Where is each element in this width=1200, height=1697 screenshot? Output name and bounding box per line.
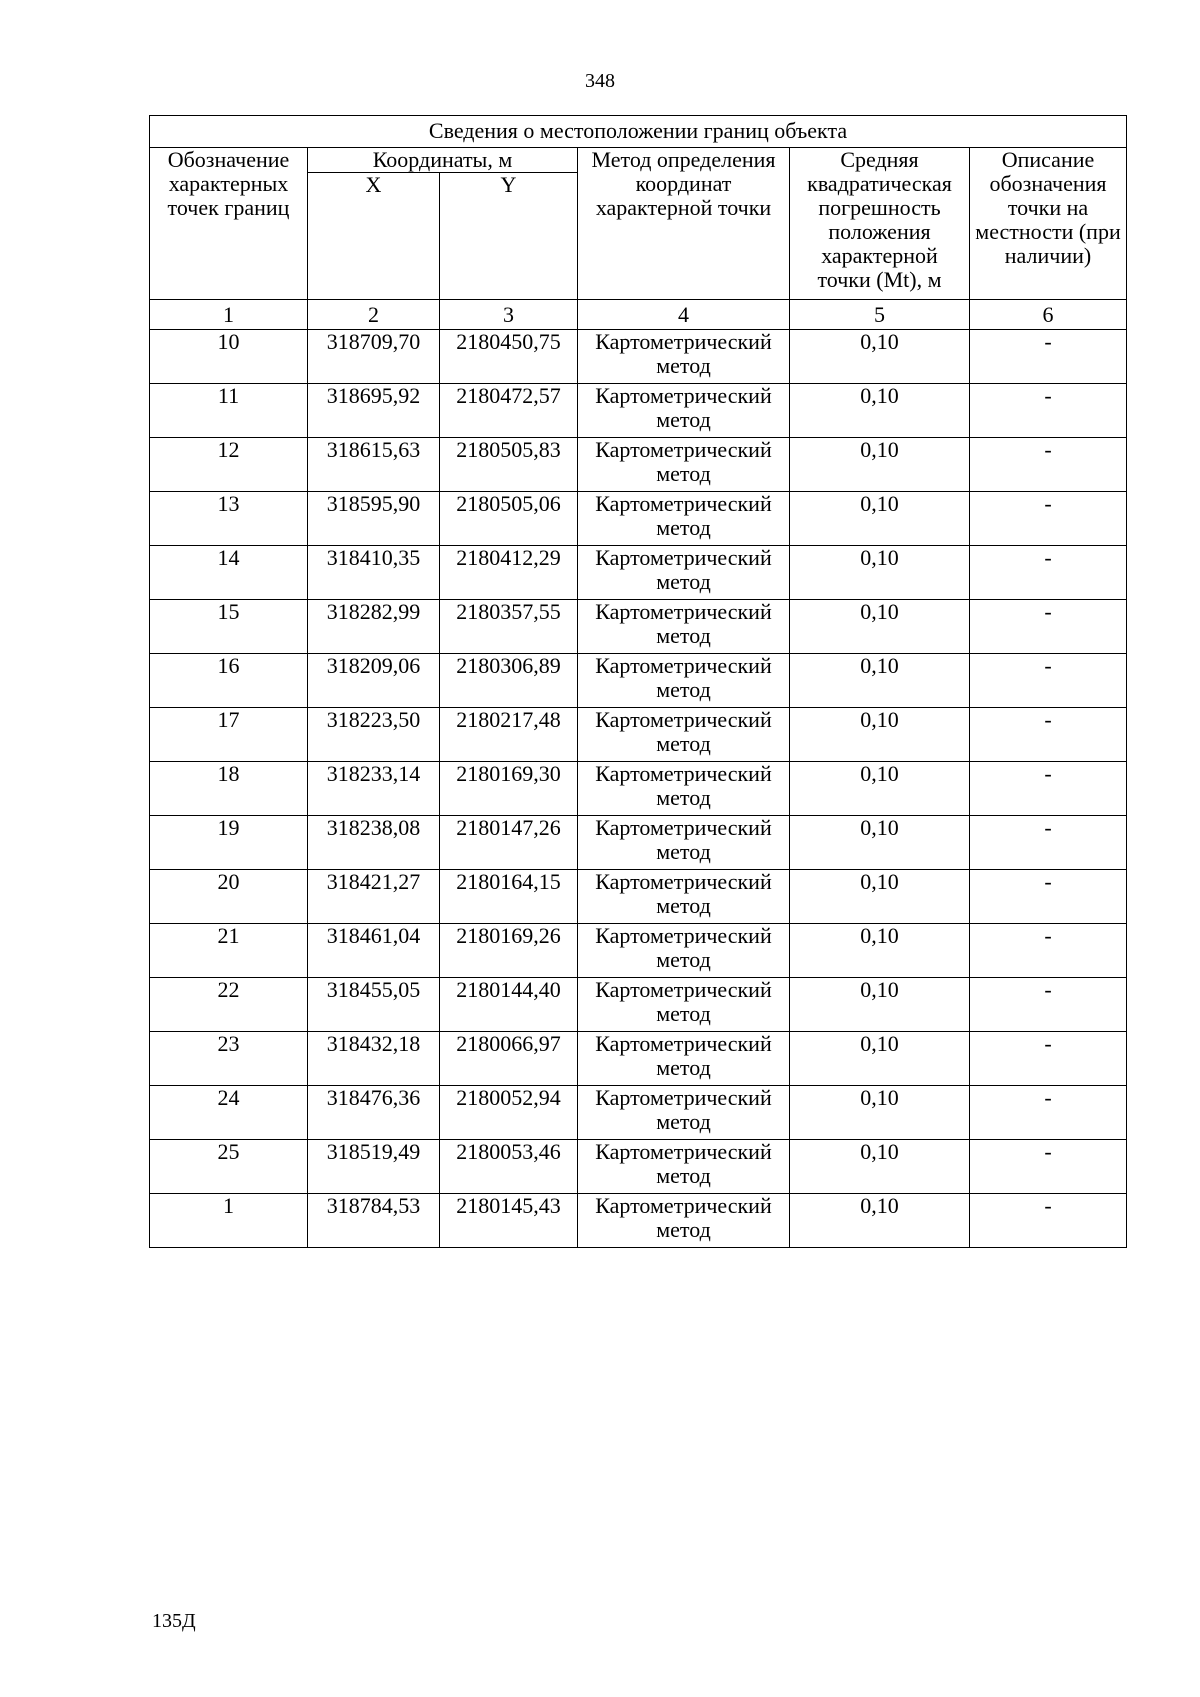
column-index: 5 <box>790 300 970 330</box>
cell-error: 0,10 <box>790 870 970 924</box>
cell-description: - <box>970 762 1127 816</box>
cell-x: 318432,18 <box>308 1032 440 1086</box>
cell-x: 318709,70 <box>308 330 440 384</box>
table-row <box>150 384 1127 438</box>
table-row <box>150 654 1127 708</box>
table-caption: Сведения о местоположении границ объекта <box>150 116 1127 148</box>
cell-method: Картометрический метод <box>578 1140 790 1194</box>
cell-y: 2180450,75 <box>440 330 578 384</box>
cell-y: 2180066,97 <box>440 1032 578 1086</box>
cell-error: 0,10 <box>790 438 970 492</box>
cell-description: - <box>970 816 1127 870</box>
column-index: 1 <box>150 300 308 330</box>
cell-description: - <box>970 708 1127 762</box>
cell-error: 0,10 <box>790 816 970 870</box>
cell-y: 2180472,57 <box>440 384 578 438</box>
cell-error: 0,10 <box>790 654 970 708</box>
cell-method: Картометрический метод <box>578 546 790 600</box>
cell-method: Картометрический метод <box>578 1194 790 1248</box>
cell-y: 2180053,46 <box>440 1140 578 1194</box>
cell-point: 12 <box>150 438 308 492</box>
cell-x: 318421,27 <box>308 870 440 924</box>
cell-method: Картометрический метод <box>578 924 790 978</box>
cell-point: 16 <box>150 654 308 708</box>
table-row <box>150 1140 1127 1194</box>
table-row <box>150 546 1127 600</box>
cell-description: - <box>970 1032 1127 1086</box>
cell-error: 0,10 <box>790 1140 970 1194</box>
column-index: 4 <box>578 300 790 330</box>
header-x: X <box>308 173 440 300</box>
cell-method: Картометрический метод <box>578 978 790 1032</box>
boundary-coordinates-table <box>149 115 1127 1248</box>
cell-y: 2180145,43 <box>440 1194 578 1248</box>
header-y: Y <box>440 173 578 300</box>
table-row <box>150 816 1127 870</box>
column-index: 6 <box>970 300 1127 330</box>
cell-description: - <box>970 330 1127 384</box>
cell-error: 0,10 <box>790 384 970 438</box>
cell-x: 318238,08 <box>308 816 440 870</box>
cell-description: - <box>970 1194 1127 1248</box>
cell-y: 2180169,26 <box>440 924 578 978</box>
cell-method: Картометрический метод <box>578 330 790 384</box>
cell-x: 318476,36 <box>308 1086 440 1140</box>
cell-point: 22 <box>150 978 308 1032</box>
cell-point: 25 <box>150 1140 308 1194</box>
cell-y: 2180164,15 <box>440 870 578 924</box>
cell-description: - <box>970 384 1127 438</box>
cell-point: 19 <box>150 816 308 870</box>
cell-description: - <box>970 600 1127 654</box>
cell-y: 2180412,29 <box>440 546 578 600</box>
cell-point: 17 <box>150 708 308 762</box>
cell-x: 318595,90 <box>308 492 440 546</box>
page-number: 348 <box>585 70 615 92</box>
header-method: Метод определения координат характерной точки <box>578 148 790 300</box>
header-description: Описание обозначения точки на местности (при наличии) <box>970 148 1127 300</box>
table-body <box>150 330 1127 1248</box>
table-row <box>150 438 1127 492</box>
column-index-row <box>150 300 1127 330</box>
column-index: 3 <box>440 300 578 330</box>
cell-point: 13 <box>150 492 308 546</box>
cell-method: Картометрический метод <box>578 600 790 654</box>
cell-point: 10 <box>150 330 308 384</box>
cell-description: - <box>970 654 1127 708</box>
table-row <box>150 762 1127 816</box>
cell-x: 318410,35 <box>308 546 440 600</box>
cell-y: 2180217,48 <box>440 708 578 762</box>
cell-x: 318233,14 <box>308 762 440 816</box>
cell-point: 1 <box>150 1194 308 1248</box>
cell-method: Картометрический метод <box>578 870 790 924</box>
cell-point: 24 <box>150 1086 308 1140</box>
cell-x: 318695,92 <box>308 384 440 438</box>
cell-x: 318223,50 <box>308 708 440 762</box>
cell-x: 318615,63 <box>308 438 440 492</box>
cell-x: 318461,04 <box>308 924 440 978</box>
cell-point: 18 <box>150 762 308 816</box>
cell-method: Картометрический метод <box>578 438 790 492</box>
cell-error: 0,10 <box>790 708 970 762</box>
cell-error: 0,10 <box>790 978 970 1032</box>
cell-x: 318519,49 <box>308 1140 440 1194</box>
cell-description: - <box>970 924 1127 978</box>
table-row <box>150 1194 1127 1248</box>
cell-method: Картометрический метод <box>578 708 790 762</box>
table-row <box>150 708 1127 762</box>
cell-description: - <box>970 492 1127 546</box>
cell-x: 318455,05 <box>308 978 440 1032</box>
cell-point: 23 <box>150 1032 308 1086</box>
cell-error: 0,10 <box>790 1032 970 1086</box>
cell-y: 2180505,06 <box>440 492 578 546</box>
document-code: 135Д <box>152 1610 196 1632</box>
cell-y: 2180052,94 <box>440 1086 578 1140</box>
cell-error: 0,10 <box>790 330 970 384</box>
cell-point: 14 <box>150 546 308 600</box>
cell-error: 0,10 <box>790 1086 970 1140</box>
cell-y: 2180505,83 <box>440 438 578 492</box>
table-row <box>150 492 1127 546</box>
cell-y: 2180357,55 <box>440 600 578 654</box>
table-row <box>150 600 1127 654</box>
table-row <box>150 1032 1127 1086</box>
cell-y: 2180306,89 <box>440 654 578 708</box>
cell-description: - <box>970 870 1127 924</box>
cell-x: 318209,06 <box>308 654 440 708</box>
cell-description: - <box>970 438 1127 492</box>
cell-method: Картометрический метод <box>578 384 790 438</box>
header-point: Обозначение характерных точек границ <box>150 148 308 300</box>
cell-error: 0,10 <box>790 1194 970 1248</box>
cell-point: 15 <box>150 600 308 654</box>
cell-x: 318282,99 <box>308 600 440 654</box>
cell-x: 318784,53 <box>308 1194 440 1248</box>
cell-method: Картометрический метод <box>578 1086 790 1140</box>
cell-method: Картометрический метод <box>578 654 790 708</box>
table-row <box>150 330 1127 384</box>
cell-description: - <box>970 546 1127 600</box>
cell-method: Картометрический метод <box>578 1032 790 1086</box>
header-error: Средняя квадратическая погрешность положения характерной точки (Mt), м <box>790 148 970 300</box>
cell-y: 2180144,40 <box>440 978 578 1032</box>
cell-description: - <box>970 1140 1127 1194</box>
table-row <box>150 978 1127 1032</box>
cell-point: 20 <box>150 870 308 924</box>
cell-error: 0,10 <box>790 924 970 978</box>
table-row <box>150 924 1127 978</box>
header-coordinates: Координаты, м <box>308 148 578 173</box>
cell-error: 0,10 <box>790 762 970 816</box>
cell-error: 0,10 <box>790 492 970 546</box>
column-index: 2 <box>308 300 440 330</box>
cell-method: Картометрический метод <box>578 762 790 816</box>
table-row <box>150 870 1127 924</box>
cell-error: 0,10 <box>790 546 970 600</box>
cell-error: 0,10 <box>790 600 970 654</box>
cell-y: 2180147,26 <box>440 816 578 870</box>
cell-method: Картометрический метод <box>578 492 790 546</box>
cell-description: - <box>970 1086 1127 1140</box>
cell-method: Картометрический метод <box>578 816 790 870</box>
cell-point: 11 <box>150 384 308 438</box>
cell-y: 2180169,30 <box>440 762 578 816</box>
cell-point: 21 <box>150 924 308 978</box>
cell-description: - <box>970 978 1127 1032</box>
table-row <box>150 1086 1127 1140</box>
